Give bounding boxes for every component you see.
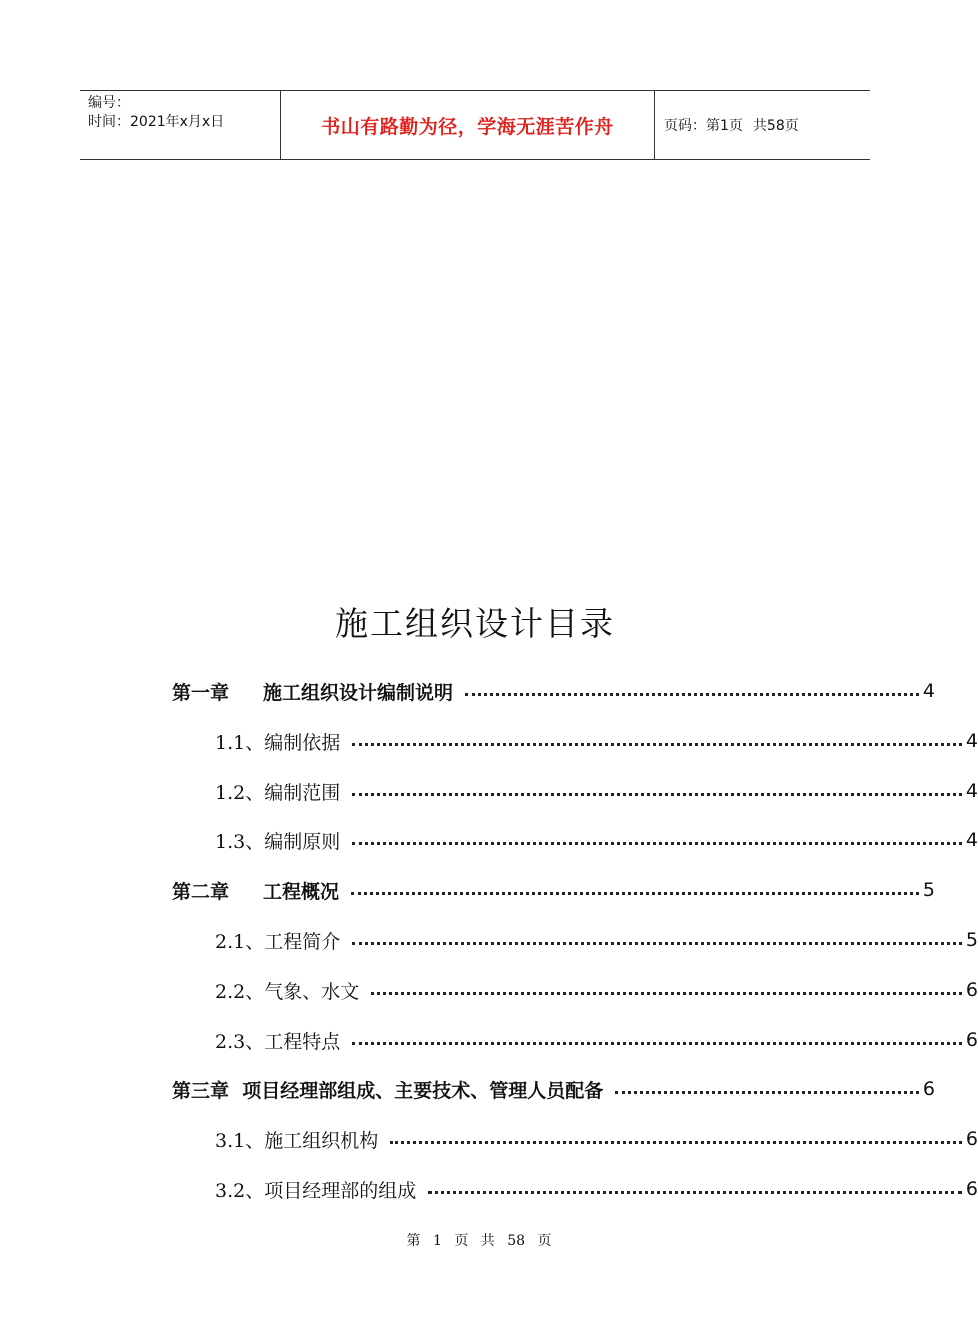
toc-entry-number: 1.2、 <box>215 781 265 804</box>
toc-entry-title: 工程特点 <box>264 1030 341 1053</box>
document-title: 施工组织设计目录 <box>335 604 615 643</box>
toc-entry-title: 施工组织机构 <box>264 1129 379 1152</box>
footer-page-word: 页 <box>454 1233 469 1249</box>
header-motto: 书山有路勤为径，学海无涯苦作舟 <box>321 115 614 138</box>
toc-dot-leader <box>615 1091 919 1094</box>
toc-entry-title: 施工组织设计编制说明 <box>263 681 454 704</box>
toc-entry[interactable] <box>0 1174 978 1204</box>
toc-entry-separator <box>229 1078 242 1100</box>
toc-entry-title: 工程简介 <box>264 930 341 953</box>
toc-entry-page-number: 5 <box>922 879 935 901</box>
toc-entry[interactable] <box>0 676 935 706</box>
header-page-cell <box>655 91 870 159</box>
page-footer <box>0 1230 950 1250</box>
toc-entry-page-number: 6 <box>922 1078 935 1100</box>
toc-entry-number: 3.1、 <box>215 1129 265 1152</box>
toc-entry-page-number: 6 <box>965 1178 978 1200</box>
toc-entry-number: 第一章 <box>172 681 230 704</box>
footer-total-pages: 58 <box>507 1233 526 1249</box>
toc-entry-title: 工程概况 <box>263 880 340 903</box>
toc-entry-page-number: 4 <box>965 829 978 851</box>
toc-entry-title: 编制原则 <box>264 830 341 853</box>
toc-entry-title: 编制依据 <box>264 731 341 754</box>
toc-dot-leader <box>465 693 919 696</box>
toc-entry-page-number: 6 <box>965 1029 978 1051</box>
header-table <box>80 90 870 160</box>
toc-dot-leader <box>352 1042 962 1045</box>
toc-entry-number: 2.2、 <box>215 980 265 1003</box>
document-number-label: 编号： <box>88 95 130 111</box>
toc-entry-page-number: 5 <box>965 929 978 951</box>
toc-entry-page-number: 6 <box>965 1128 978 1150</box>
footer-prefix: 第 <box>406 1233 421 1249</box>
header-motto-cell <box>281 91 655 159</box>
toc-entry-page-number: 4 <box>965 730 978 752</box>
toc-entry[interactable] <box>0 875 935 905</box>
toc-dot-leader <box>352 942 962 945</box>
toc-dot-leader <box>352 842 962 845</box>
toc-entry-title: 气象、水文 <box>264 980 360 1003</box>
toc-entry[interactable] <box>0 726 978 756</box>
toc-dot-leader <box>352 793 962 796</box>
toc-entry-number: 1.3、 <box>215 830 265 853</box>
header-page-label: 页码：第1页 <box>664 118 743 134</box>
toc-dot-leader <box>351 892 919 895</box>
toc-entry-title: 编制范围 <box>264 781 341 804</box>
toc-entry-page-number: 6 <box>965 979 978 1001</box>
toc-entry[interactable] <box>0 1074 935 1104</box>
toc-entry-number: 1.1、 <box>215 731 265 754</box>
toc-entry-number: 3.2、 <box>215 1179 265 1202</box>
toc-entry-separator <box>229 680 263 702</box>
toc-entry-title: 项目经理部的组成 <box>264 1179 417 1202</box>
footer-suffix: 页 <box>537 1233 552 1249</box>
toc-entry-page-number: 4 <box>922 680 935 702</box>
toc-entry[interactable] <box>0 1124 978 1154</box>
toc-entry[interactable] <box>0 1025 978 1055</box>
toc-entry-number: 第二章 <box>172 880 230 903</box>
toc-entry-number: 2.3、 <box>215 1030 265 1053</box>
toc-entry-separator <box>229 879 263 901</box>
toc-dot-leader <box>428 1191 962 1194</box>
footer-page-number: 1 <box>432 1233 442 1249</box>
toc-entry[interactable] <box>0 975 978 1005</box>
toc-dot-leader <box>371 992 962 995</box>
header-meta-cell <box>80 91 281 159</box>
toc-dot-leader <box>390 1141 962 1144</box>
toc-entry-number: 2.1、 <box>215 930 265 953</box>
toc-entry[interactable] <box>0 925 978 955</box>
toc-entry[interactable] <box>0 776 978 806</box>
header-total-label: 共58页 <box>752 118 799 134</box>
toc-dot-leader <box>352 743 962 746</box>
toc-entry[interactable] <box>0 825 978 855</box>
toc-entry-page-number: 4 <box>965 780 978 802</box>
toc-entry-title: 项目经理部组成、主要技术、管理人员配备 <box>242 1079 604 1102</box>
toc-entry-number: 第三章 <box>172 1079 230 1102</box>
footer-total-prefix: 共 <box>480 1233 495 1249</box>
document-time-label: 时间：2021年x月x日 <box>88 114 225 130</box>
